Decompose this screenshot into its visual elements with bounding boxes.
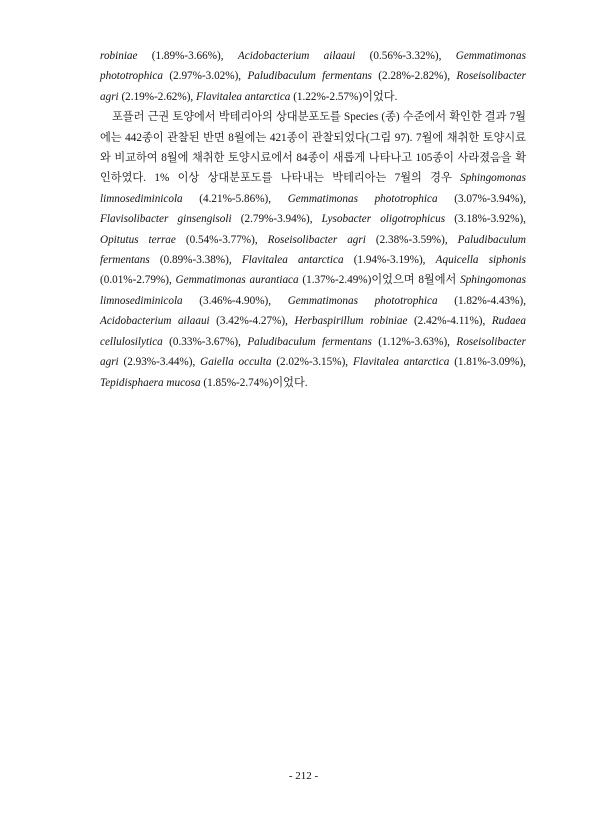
- text-run: (1.82%-4.43%),: [437, 294, 526, 307]
- species-name: Acidobacterium ailaaui: [100, 315, 210, 328]
- text-run: (2.02%-3.15%),: [271, 356, 353, 369]
- text-run: (2.93%-3.44%),: [118, 356, 201, 369]
- text-run: (0.56%-3.32%),: [355, 50, 456, 62]
- species-name: Acidobacterium ailaaui: [237, 50, 356, 62]
- text-run: (2.97%-3.02%),: [162, 70, 248, 83]
- species-name: Rudaea cellulosilytica: [100, 315, 526, 348]
- text-run: (3.07%-3.94%),: [437, 192, 526, 205]
- species-name: Gaiella occulta: [200, 356, 272, 369]
- text-run: (2.38%-3.59%),: [365, 233, 458, 246]
- text-run: (0.89%-3.38%),: [149, 254, 242, 267]
- species-name: Flavitalea antarctica: [196, 90, 291, 103]
- species-name: Gemmatimonas phototrophica: [287, 192, 438, 205]
- species-name: robiniae: [100, 50, 138, 62]
- text-run: (1.81%-3.09%),: [449, 356, 526, 369]
- species-name: Gemmatimonas aurantiaca: [175, 274, 299, 287]
- species-name: Herbaspirillum robiniae: [294, 315, 408, 328]
- species-name: Lysobacter oligotrophicus: [321, 213, 446, 226]
- text-run: (1.89%-3.66%),: [137, 50, 238, 62]
- text-run: (3.18%-3.92%),: [445, 213, 526, 226]
- text-run: (4.21%-5.86%),: [182, 192, 288, 205]
- species-name: Tepidisphaera mucosa: [100, 376, 201, 389]
- species-name: Paludibaculum fermentans: [247, 70, 372, 83]
- text-run: (0.01%-2.79%),: [100, 274, 176, 287]
- species-name: Sphingomonas limnosediminicola: [100, 172, 526, 205]
- text-run: (0.33%-3.67%),: [162, 335, 248, 348]
- text-run: (2.79%-3.94%),: [231, 213, 322, 226]
- text-run: (1.94%-3.19%),: [343, 254, 436, 267]
- text-run: (3.42%-4.27%),: [209, 315, 295, 328]
- text-run: (0.54%-3.77%),: [175, 233, 268, 246]
- species-name: Paludibaculum fermentans: [100, 233, 526, 267]
- text-run: (1.12%-3.63%),: [371, 335, 457, 348]
- paragraph-continuation: [100, 46, 526, 107]
- species-name: Gemmatimonas phototrophica: [100, 50, 526, 83]
- species-name: Opitutus terrae: [100, 233, 176, 246]
- text-run: (3.46%-4.90%),: [182, 294, 288, 307]
- text-run: (1.37%-2.49%)이었으며 8월에서: [298, 274, 461, 287]
- text-run: (2.42%-4.11%),: [407, 315, 492, 328]
- text-run: (2.28%-2.82%),: [371, 70, 457, 83]
- species-name: Flavitalea antarctica: [241, 254, 344, 267]
- paragraph-species-distribution: [100, 107, 526, 393]
- species-name: Gemmatimonas phototrophica: [287, 294, 438, 307]
- text-run: 포플러 근권 토양에서 박테리아의 상대분포도를 Species (종) 수준에서 확인한 결과 7월에는 442종이 관찰된 반면 8월에는 421종이 관찰되었다(그림 97). 7월에 채취한 토양시료와 비교하여 8월에 채취한 토양시료에서 84종이 새롭게 나타나고 105종이 사라졌음을 확인하였다. 1% 이상 상대분포도를 나타내는 박테리아는 7월의 경우: [100, 111, 526, 185]
- species-name: Flavisolibacter ginsengisoli: [100, 213, 232, 226]
- species-name: Roseisolibacter agri: [100, 335, 526, 369]
- text-run: (1.22%-2.57%)이었다.: [290, 90, 398, 103]
- species-name: Flavitalea antarctica: [352, 356, 450, 369]
- text-run: (1.85%-2.74%)이었다.: [200, 376, 308, 389]
- body-text: [100, 46, 526, 393]
- species-name: Roseisolibacter agri: [100, 70, 526, 103]
- species-name: Aquicella siphonis: [435, 254, 526, 267]
- page-number: - 212 -: [288, 770, 319, 782]
- species-name: Roseisolibacter agri: [267, 233, 366, 246]
- species-name: Paludibaculum fermentans: [247, 335, 372, 348]
- species-name: Sphingomonas limnosediminicola: [100, 274, 526, 307]
- text-run: (2.19%-2.62%),: [118, 90, 197, 103]
